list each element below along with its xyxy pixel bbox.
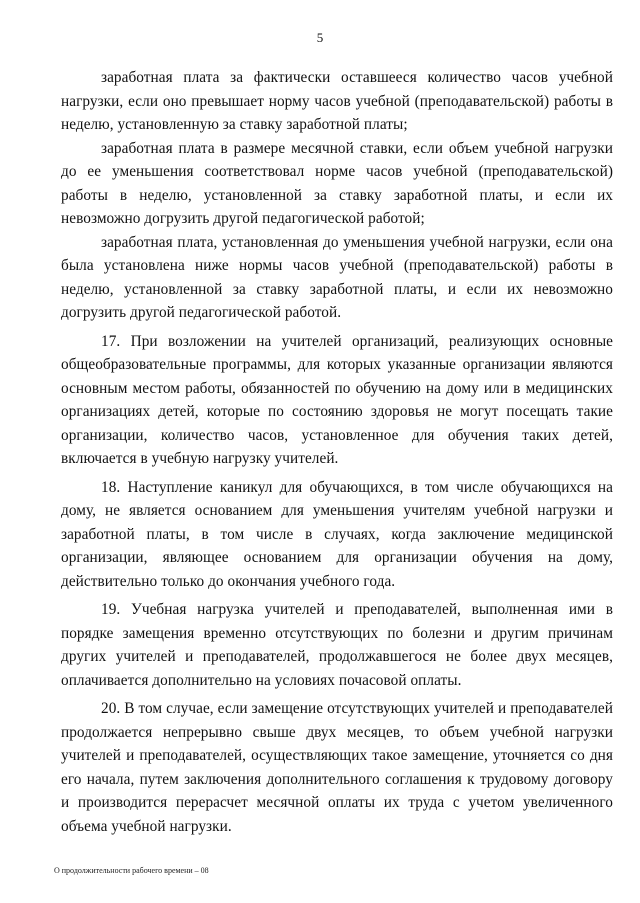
paragraph-wage-monthly-rate: заработная плата в размере месячной ставки, если объем учебной нагрузки до ее уменьшения соответствовал норме часов учебной (преподавательской) работы в неделю, установленной за ставку заработной платы, и если их невозможно догрузить другой педагогической работой; <box>61 139 613 227</box>
paragraph-item-18: 18. Наступление каникул для обучающихся, в том числе обучающихся на дому, не является основанием для уменьшения учителям учебной нагрузки и заработной платы, в том числе в случаях, когда заключение медицинской организации, являющее основанием для организации обучения на дому, действительно только до окончания учебного года. <box>61 478 613 590</box>
page-footer: О продолжительности рабочего времени – 08 <box>54 866 209 875</box>
page-number: 5 <box>316 30 324 45</box>
paragraph-wage-before-reduction: заработная плата, установленная до уменьшения учебной нагрузки, если она была установлена ниже нормы часов учебной (преподавательской) работы в неделю, установленной за ставку заработной платы, и если их невозможно догрузить другой педагогической работой. <box>61 233 613 321</box>
paragraph-item-20: 20. В том случае, если замещение отсутствующих учителей и преподавателей продолжается непрерывно свыше двух месяцев, то объем учебной нагрузки учителей и преподавателей, осуществляющих такое замещение, уточняется со дня его начала, путем заключения дополнительного соглашения к трудовому договору и производится перерасчет месячной оплаты их труда с учетом увеличенного объема учебной нагрузки. <box>61 700 613 835</box>
paragraph-item-19: 19. Учебная нагрузка учителей и преподавателей, выполненная ими в порядке замещения временно отсутствующих по болезни и другим причинам других учителей и преподавателей, продолжавшегося не более двух месяцев, оплачивается дополнительно на условиях почасовой оплаты. <box>61 601 613 689</box>
paragraph-wage-remaining-hours: заработная плата за фактически оставшееся количество часов учебной нагрузки, если оно превышает норму часов учебной (преподавательской) работы в неделю, установленную за ставку заработной платы; <box>61 69 613 133</box>
document-body <box>61 66 613 838</box>
paragraph-item-17: 17. При возложении на учителей организаций, реализующих основные общеобразовательные программы, для которых указанные организации являются основным местом работы, обязанностей по обучению на дому или в медицинских организациях детей, которые по состоянию здоровья не могут посещать такие организации, количество часов, установленное для обучения таких детей, включается в учебную нагрузку учителей. <box>61 332 613 467</box>
